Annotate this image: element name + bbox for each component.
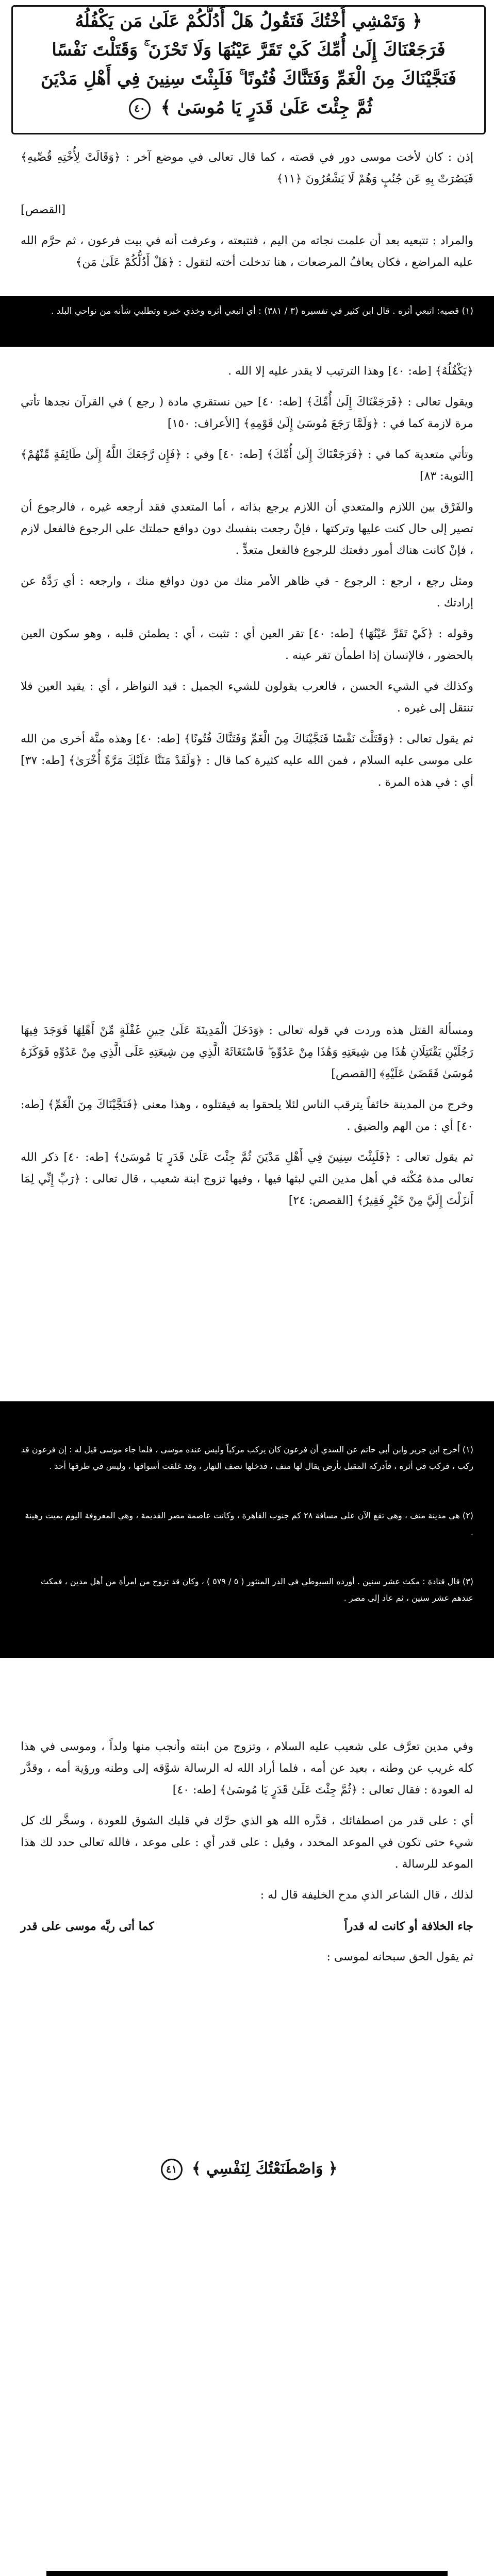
paragraph: ويقول تعالى : ﴿فَرَجَعْنَاكَ إِلَىٰ أُمِّكَ﴾ [طه: ٤٠] حين نستقري مادة ( رجع ) في القرآن نجدها تأتي مرة لازمة كما في : ﴿وَلَمَّا رَجَعَ مُوسَىٰ إِلَىٰ قَوْمِهِ﴾ [الأعراف: ١٥٠] [21,396,473,430]
verse-line: ﴿ وَتَمْشِي أُخْتُكَ فَتَقُولُ هَلْ أَدُلُّكُمْ عَلَىٰ مَن يَكْفُلُهُ [75,11,422,31]
section1-body [21,147,473,283]
footnote-bar: (١) قصيه: اتبعي أثره . قال ابن كثير في تفسيره (٣ / ٣٨١) : أي اتبعي أثره وخذي خبره وتطلبي شأنه من نواحي البلد . [0,296,494,347]
paragraph: أي : على قدر من اصطفائك ، قدَّره الله هو الذي حرَّك في قلبك الشوق للعودة ، وسخَّر لك كل شيء حتى تكون في الموعد المحدد ، وقيل : على قدر أي : على موعد ، فالله تعالى حدد لك هذا الموعد للرسالة . [21,1815,473,1871]
paragraph: وتأتي متعدية كما في : ﴿فَرَجَعْنَاكَ إِلَىٰ أُمِّكَ﴾ [طه: ٤٠] وفي : ﴿فَإِن رَّجَعَكَ اللَّهُ إِلَىٰ طَائِفَةٍ مِّنْهُمْ﴾ [التوبة: ٨٣] [21,448,473,483]
paragraph: ﴿يَكْفُلُهُ﴾ [طه: ٤٠] وهذا الترتيب لا يقدر عليه إلا الله . [228,365,473,378]
paragraph: لذلك ، قال الشاعر الذي مدح الخليفة قال له : [260,1889,473,1902]
poem-line: كما أتى ربَّه موسى على قدر [21,1920,154,1933]
paragraph: وفي مدين تعرَّف على شعيب عليه السلام ، وتزوج من ابنته وأنجب منها ولداً ، وموسى في هذا كله غريب عن وطنه ، بعيد عن أمه ، فلما أراد الله له الرسالة شوَّقه إلى وطنه ورؤية أمه ، وقدَّر له العودة : فقال تعالى : ﴿ثُمَّ جِئْتَ عَلَىٰ قَدَرٍ يَا مُوسَىٰ﴾ [طه: ٤٠] [21,1740,473,1797]
verse-line [13,93,484,122]
footnote: (٢) هي مدينة منف ، وهي تقع الآن على مسافة ٢٨ كم جنوب القاهرة ، وكانت عاصمة مصر القديمة ، وهي المعروفة اليوم بميت رهينة . [22,1511,473,1537]
verse-text: ثُمَّ جِئْتَ عَلَىٰ قَدَرٍ يَا مُوسَىٰ ﴾ [160,97,373,118]
verse-header-box [11,5,486,134]
paragraph: ومسألة القتل هذه وردت في قوله تعالى : ﴿وَدَخَلَ الْمَدِينَةَ عَلَىٰ حِينِ غَفْلَةٍ مِّنْ أَهْلِهَا فَوَجَدَ فِيهَا رَجُلَيْنِ يَقْتَتِلَانِ هَٰذَا مِن شِيعَتِهِ وَهَٰذَا مِنْ عَدُوِّهِ ۖ فَاسْتَغَاثَهُ الَّذِي مِن شِيعَتِهِ عَلَى الَّذِي مِنْ عَدُوِّهِ فَوَكَزَهُ مُوسَىٰ فَقَضَىٰ عَلَيْهِ﴾ [القصص] [21,1024,473,1080]
verse-number: ٤١ [161,2159,183,2180]
paragraph: وقوله : ﴿كَيْ تَقَرَّ عَيْنُهَا﴾ [طه: ٤٠] تقر العين أي : تثبت ، أي : يطمئن قلبه ، وهو سكون العين بالحضور ، فالإنسان إذا اطمأن تقر عينه . [21,628,474,662]
paragraph: والفَرْق بين اللازم والمتعدي أن اللازم يرجع بذاته ، أما المتعدي فقد أرجعه غيره ، فالرجوع أن تصير إلى حال كنت عليها وتركتها ، فإنْ رجعت بنفسك دون دوافع حملتك على الرجوع فالفعل لازم ، فإنْ كانت هناك أمور دفعتك للرجوع فالفعل متعدٍّ . [21,501,473,557]
verse-number: ٤٠ [129,98,151,120]
footnote: (١) أخرج ابن جرير وابن أبي حاتم عن السدي أن فرعون كان يركب مركباً وليس عنده موسى ، فلما جاء موسى قيل له : إن فرعون قد ركب ، فركب في أثره ، فأدركه المقيل بأرض يقال لها منف ، فدخلها نصف النهار ، وقد غلقت أسواقها ، وليس في طرقها أحد . [18,1445,473,1471]
paragraph: ثم يقول الحق سبحانه لموسى : [326,1951,473,1963]
verse-line: فَنَجَّيْنَاكَ مِنَ الْغَمِّ وَفَتَنَّاكَ فُتُونًا ۚ فَلَبِثْتَ سِنِينَ فِي أَهْلِ مَدْيَنَ [40,69,457,89]
footnotes-block [0,1401,494,1658]
paragraph: ومثل رجع ، ارجع : الرجوع - في ظاهر الأمر منك من دون دوافع منك ، وارجعه : أي رَدَّهُ عن إرادتك . [21,575,473,609]
paragraph: ثم يقول تعالى : ﴿وَقَتَلْتَ نَفْسًا فَنَجَّيْنَاكَ مِنَ الْغَمِّ وَفَتَنَّاكَ فُتُونًا﴾ [طه: ٤٠] وهذه منَّة أخرى من الله على موسى عليه السلام ، فمن الله عليه كثيرة كما قال : ﴿وَلَقَدْ مَنَنَّا عَلَيْكَ مَرَّةً أُخْرَىٰ﴾ [طه: ٣٧] أي : في هذه المرة . [21,733,473,789]
section2-body [21,361,473,803]
footnote-bar [46,2571,448,2576]
verse-text: ﴿ وَاصْطَنَعْتُكَ لِنَفْسِي ﴾ [192,2160,338,2178]
poem [21,1916,473,1937]
footer-verse [21,2159,473,2180]
paragraph: والمراد : تتبعيه بعد أن علمت نجاته من اليم ، فتتبعته ، وعرفت أنه في بيت فرعون ، ثم حرَّم الله عليه المراضع ، فكان يعافُ المرضعات ، هنا تدخلت أخته لتقول : ﴿هَلْ أَدُلُّكُمْ عَلَىٰ مَن﴾ [21,234,473,269]
paragraph: وكذلك في الشيء الحسن ، فالعرب يقولون للشيء الجميل : قيد النواظر ، أي : يقيد العين فلا تنتقل إلى غيره . [21,680,473,715]
sura-reference: [القصص] [21,204,66,216]
section3-body [21,1020,473,1221]
poem-line: جاء الخلافة أو كانت له قدراً [344,1920,473,1933]
footnote: (٣) قال قتادة : مكث عشر سنين . أورده السيوطي في الدر المنثور ( ٥ / ٥٧٩ ) ، وكان قد تزوج من امرأة من أهل مدين ، فمكث عندهم عشر سنين ، ثم عاد إلى مصر . [38,1577,473,1603]
paragraph: ثم يقول تعالى : ﴿فَلَبِثْتَ سِنِينَ فِي أَهْلِ مَدْيَنَ ثُمَّ جِئْتَ عَلَىٰ قَدَرٍ يَا مُوسَىٰ﴾ [طه: ٤٠] ذكر الله تعالى مدة مُكْثه في أهل مدين التي لبثها فيها ، وفيها تزوج ابنة شعيب ، قال تعالى : ﴿رَبِّ إِنِّي لِمَا أَنزَلْتَ إِلَيَّ مِنْ خَيْرٍ فَقِيرٌ﴾ [القصص: ٢٤] [21,1151,474,1207]
verse-line: فَرَجَعْنَاكَ إِلَىٰ أُمِّكَ كَيْ تَقَرَّ عَيْنُهَا وَلَا تَحْزَنَ ۚ وَقَتَلْتَ نَفْسًا [52,40,446,60]
paragraph: إذن : كان لأخت موسى دور في قصته ، كما قال تعالى في موضع آخر : ﴿وَقَالَتْ لِأُخْتِهِ قُصِّيهِ﴾ فَبَصُرَتْ بِهِ عَن جُنُبٍ وَهُمْ لَا يَشْعُرُونَ ﴿١١﴾ [21,151,473,185]
section4-body [21,1736,473,1977]
paragraph: وخرج من المدينة خائفاً يترقب الناس لئلا يلحقوا به فيقتلوه ، وهذا معنى ﴿فَنَجَّيْنَاكَ مِنَ الْغَمِّ﴾ [طه: ٤٠] أي : من الهم والضيق . [21,1098,473,1133]
